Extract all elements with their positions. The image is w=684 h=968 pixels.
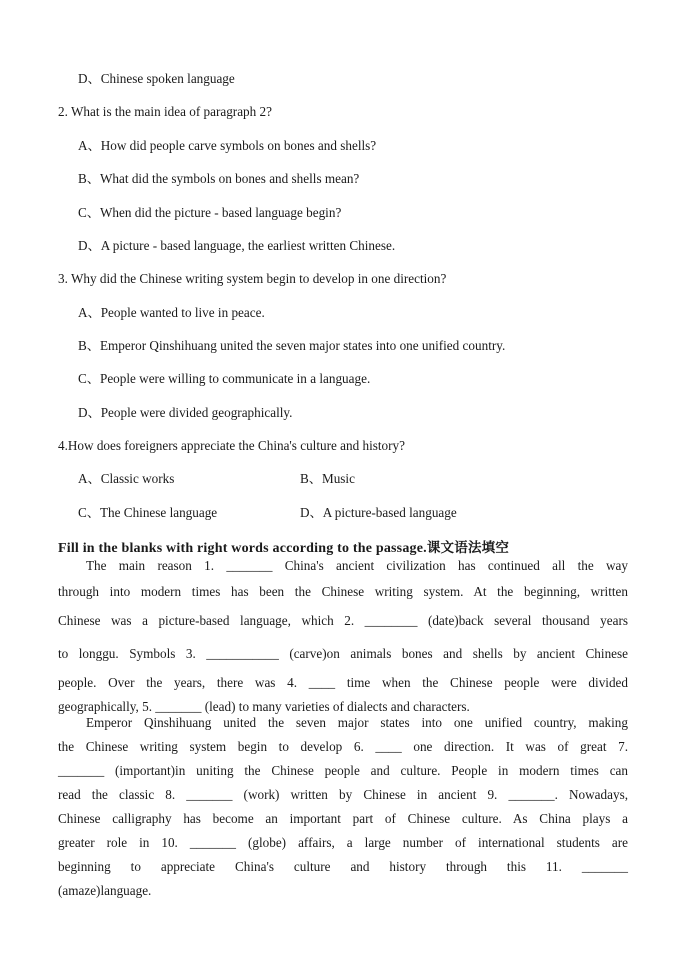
- passage-line: beginning to appreciate China's culture and history through this 11. _______: [58, 859, 628, 874]
- passage-line: The main reason 1. _______ China's ancient civilization has continued all the way: [86, 558, 628, 573]
- q3-option-b: B、Emperor Qinshihuang united the seven major states into one unified country.: [78, 338, 506, 353]
- passage-line: people. Over the years, there was 4. ____ time when the Chinese people were divided: [58, 675, 628, 690]
- passage-line: Chinese calligraphy has become an important part of Chinese culture. As China plays a: [58, 811, 628, 826]
- q4-option-c: C、The Chinese language: [78, 505, 218, 520]
- q4-option-a: A、Classic works: [78, 471, 175, 486]
- q3-option-a: A、People wanted to live in peace.: [78, 305, 265, 320]
- q2-stem: 2. What is the main idea of paragraph 2?: [58, 104, 272, 119]
- passage-line: the Chinese writing system begin to develop 6. ____ one direction. It was of great 7.: [58, 739, 628, 754]
- section-title-cn: 课文语法填空: [426, 540, 510, 556]
- q1-option-d: D、Chinese spoken language: [78, 71, 235, 86]
- section-title-en: Fill in the blanks with right words according to the passage.: [58, 541, 427, 556]
- q2-option-c: C、When did the picture - based language begin?: [78, 205, 342, 220]
- passage-line: through into modern times has been the Chinese writing system. At the beginning, written: [58, 584, 628, 599]
- passage-line: _______ (important)in uniting the Chinese people and culture. People in modern times can: [58, 763, 628, 778]
- q2-option-d: D、A picture - based language, the earliest written Chinese.: [78, 238, 396, 253]
- passage-line: (amaze)language.: [58, 883, 152, 898]
- passage-paragraph-1: [58, 554, 628, 719]
- q3-stem: 3. Why did the Chinese writing system begin to develop in one direction?: [58, 271, 447, 286]
- q3-option-d: D、People were divided geographically.: [78, 405, 293, 420]
- passage-line: greater role in 10. _______ (globe) affairs, a large number of international students are: [58, 835, 628, 850]
- passage-line: Chinese was a picture-based language, which 2. ________ (date)back several thousand years: [58, 613, 628, 628]
- passage-paragraph-2: [58, 711, 628, 903]
- passage-line: Emperor Qinshihuang united the seven major states into one unified country, making: [86, 715, 628, 730]
- q4-option-d: D、A picture-based language: [300, 505, 457, 520]
- q4-stem: 4.How does foreigners appreciate the China's culture and history?: [58, 438, 405, 453]
- q4-option-b: B、Music: [300, 471, 355, 486]
- q2-option-a: A、How did people carve symbols on bones and shells?: [78, 138, 377, 153]
- passage-line: to longgu. Symbols 3. ___________ (carve)on animals bones and shells by ancient Chinese: [58, 646, 628, 661]
- passage-line: read the classic 8. _______ (work) written by Chinese in ancient 9. _______. Nowadays,: [58, 787, 628, 802]
- q3-option-c: C、People were willing to communicate in a language.: [78, 371, 371, 386]
- q2-option-b: B、What did the symbols on bones and shells mean?: [78, 171, 360, 186]
- passage-line: geographically, 5. _______ (lead) to many varieties of dialects and characters.: [58, 699, 470, 714]
